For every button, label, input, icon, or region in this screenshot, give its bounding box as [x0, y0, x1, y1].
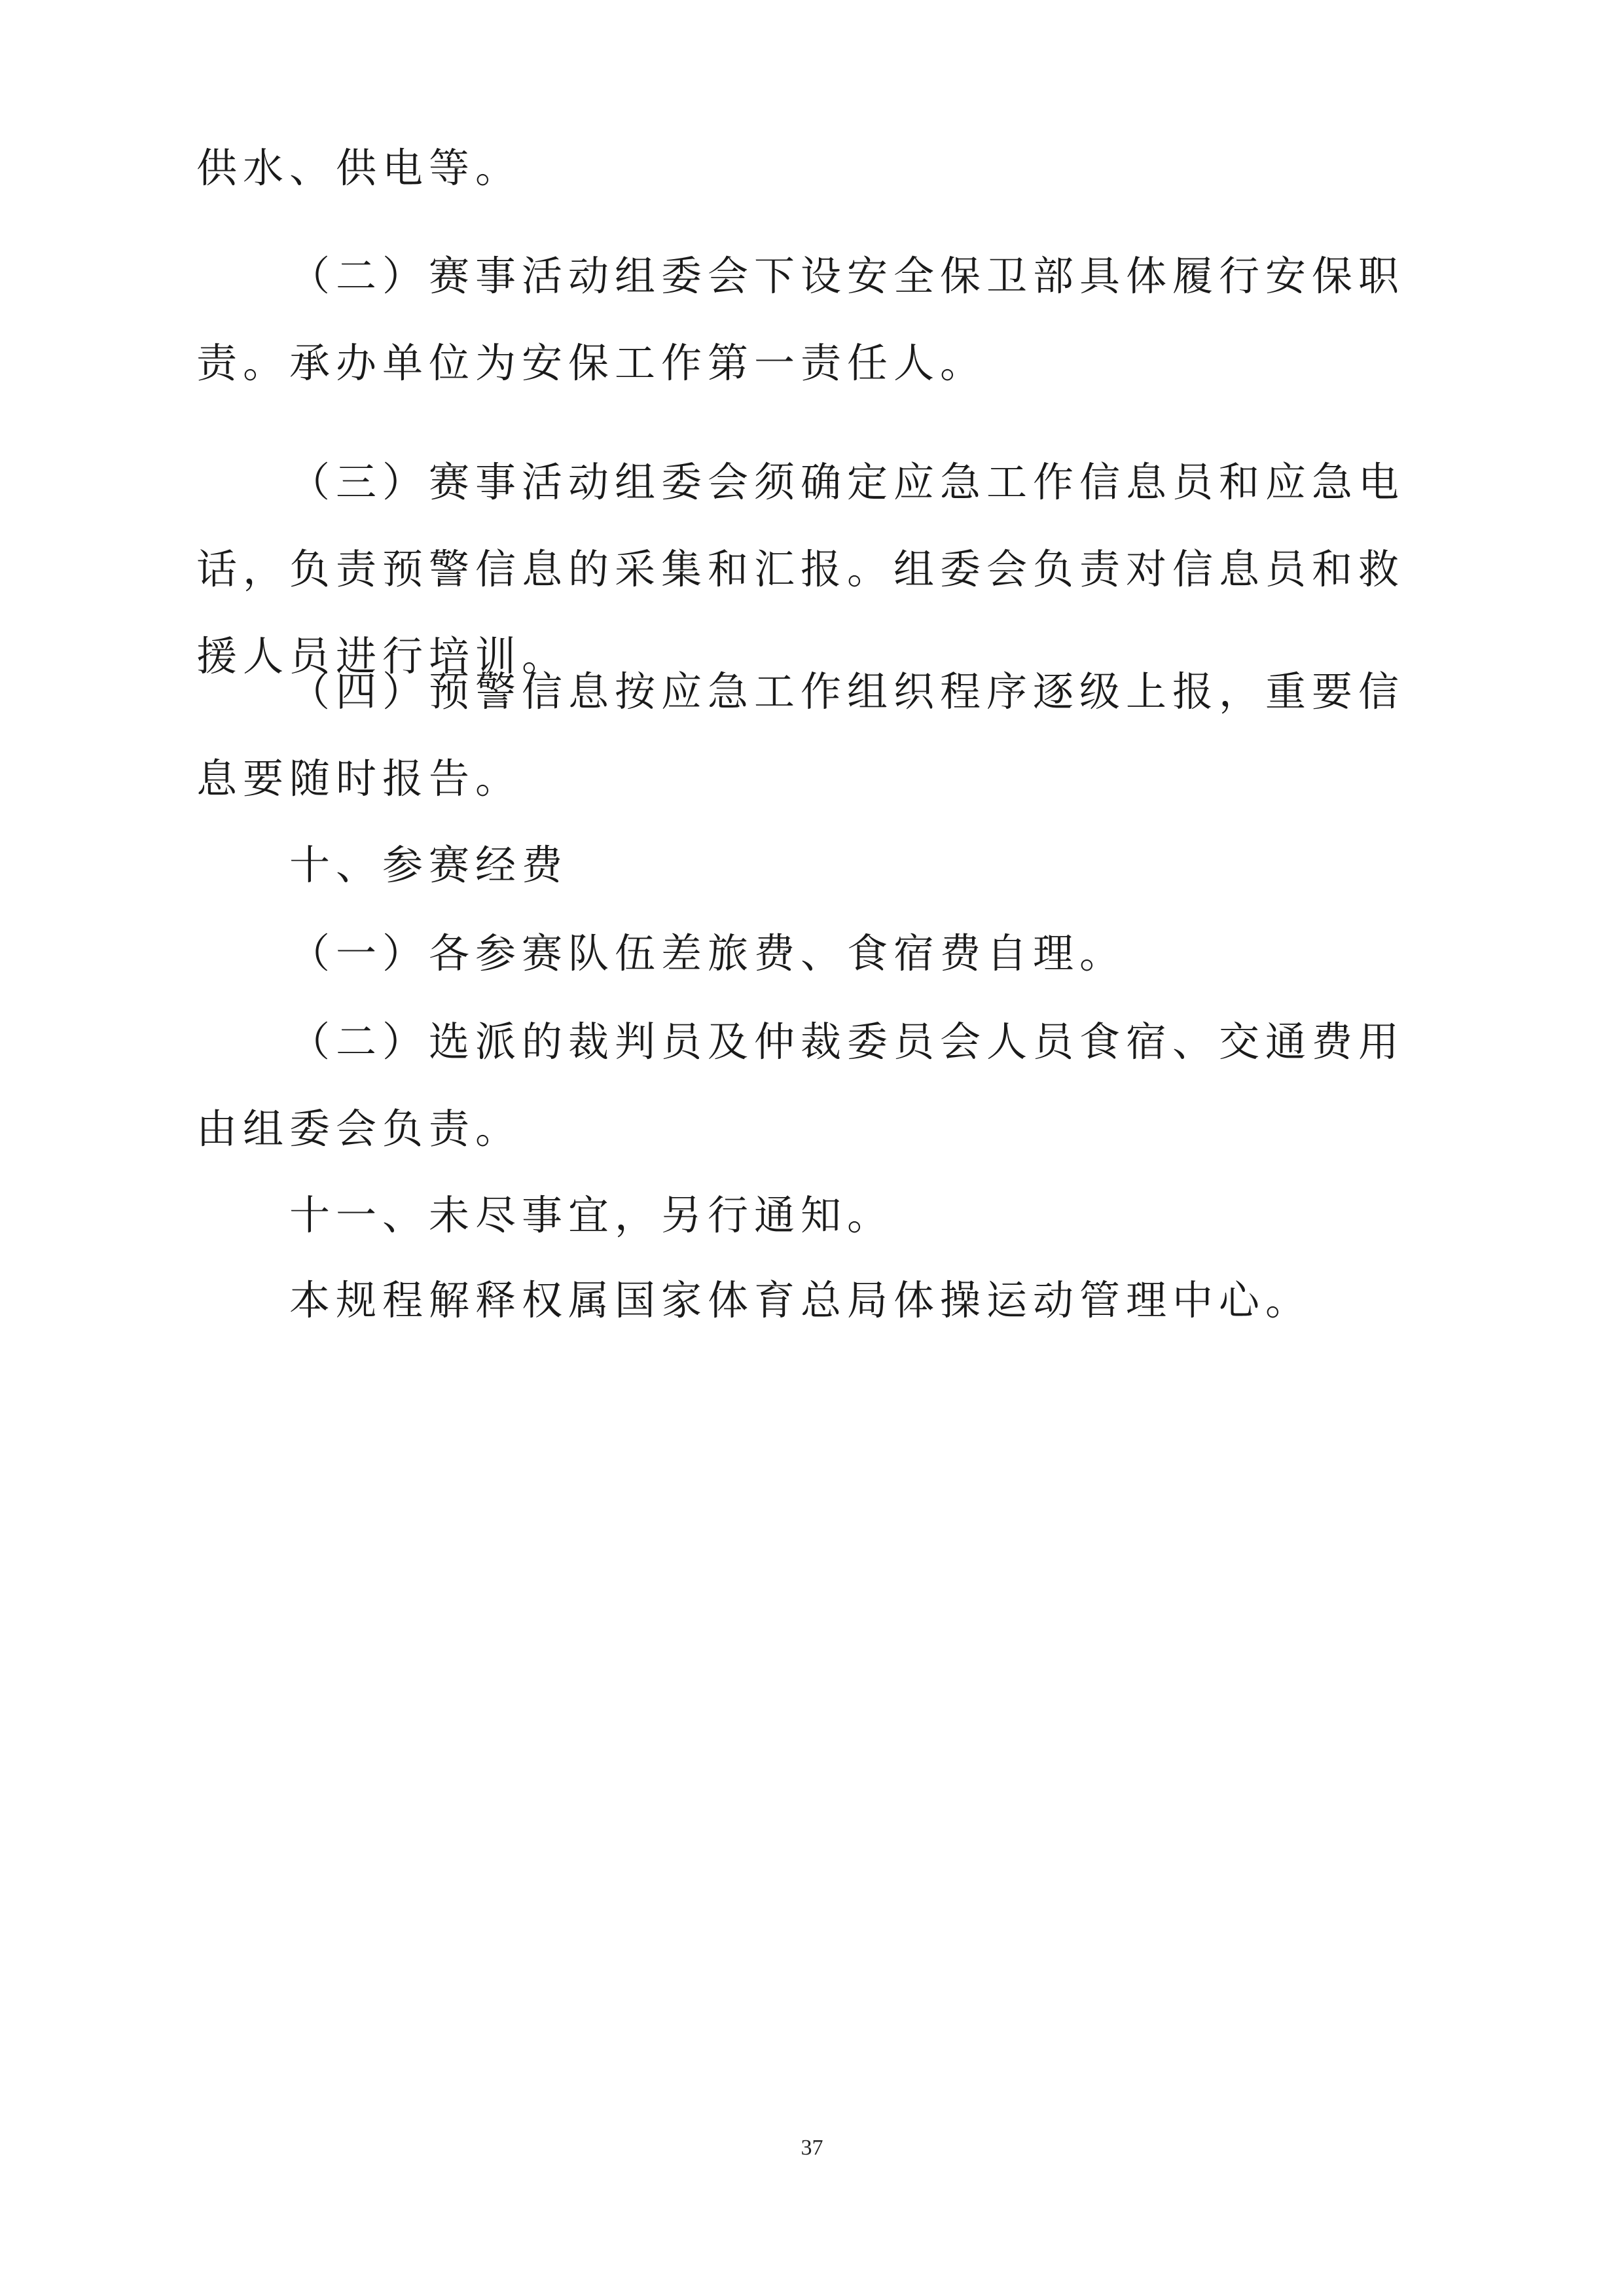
- section-heading-fees: 十、参赛经费: [289, 841, 569, 889]
- section-heading-other-matters: 十一、未尽事宜，另行通知。: [289, 1191, 894, 1239]
- paragraph-warning-report: （四）预警信息按应急工作组织程序逐级上报，重要信息要随时报告。: [196, 668, 1405, 802]
- page-number: 37: [801, 2136, 823, 2160]
- paragraph-interpretation: 本规程解释权属国家体育总局体操运动管理中心。: [289, 1276, 1312, 1324]
- paragraph-security-department: （二）赛事活动组委会下设安全保卫部具体履行安保职责。承办单位为安保工作第一责任人。: [196, 252, 1405, 387]
- paragraph-referee-expenses: （二）选派的裁判员及仲裁委员会人员食宿、交通费用由组委会负责。: [196, 1018, 1405, 1153]
- paragraph-team-expenses: （一）各参赛队伍差旅费、食宿费自理。: [289, 929, 1127, 977]
- paragraph-emergency-info: （三）赛事活动组委会须确定应急工作信息员和应急电话，负责预警信息的采集和汇报。组委会负责对信息员和救援人员进行培训。: [196, 458, 1405, 680]
- paragraph-continuation: 供水、供电等。: [196, 144, 522, 192]
